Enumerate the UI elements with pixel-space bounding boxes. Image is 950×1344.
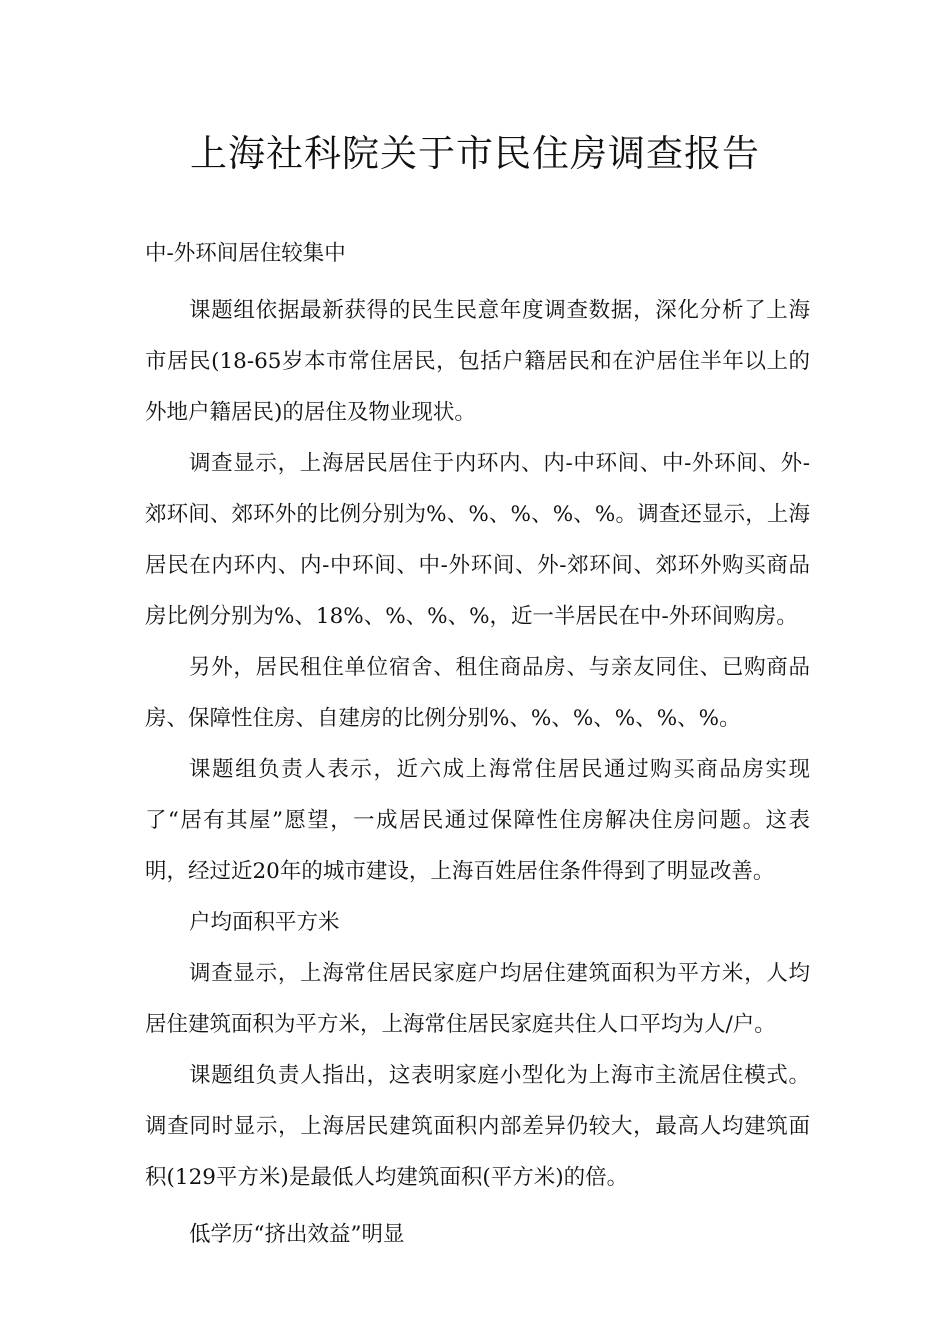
paragraph-area-stats: 调查显示，上海常住居民家庭户均居住建筑面积为平方米，人均居住建筑面积为平方米，上海常住居民家庭共住人口平均为人/户。 <box>145 961 810 1037</box>
section-heading-education: 低学历“挤出效益”明显 <box>189 1222 405 1247</box>
paragraph-area-differences: 课题组负责人指出，这表明家庭小型化为上海市主流居住模式。调查同时显示，上海居民建筑面积内部差异仍较大，最高人均建筑面积(129平方米)是最低人均建筑面积(平方米)的倍。 <box>145 1063 810 1190</box>
paragraph-conclusion: 课题组负责人表示，近六成上海常住居民通过购买商品房实现了“居有其屋”愿望，一成居民通过保障性住房解决住房问题。这表明，经过近20年的城市建设，上海百姓居住条件得到了明显改善。 <box>145 757 810 884</box>
paragraph-residence-ratios: 调查显示，上海居民居住于内环内、内-中环间、中-外环间、外-郊环间、郊环外的比例分别为%、%、%、%、%。调查还显示，上海居民在内环内、内-中环间、中-外环间、外-郊环间、郊环外购买商品房比例分别为%、18%、%、%、%，近一半居民在中-外环间购房。 <box>145 451 810 629</box>
document-title: 上海社科院关于市民住房调查报告 <box>190 132 760 175</box>
paragraph-housing-types: 另外，居民租住单位宿舍、租住商品房、与亲友同住、已购商品房、保障性住房、自建房的比例分别%、%、%、%、%、%。 <box>145 655 810 731</box>
section-heading-area: 户均面积平方米 <box>189 910 340 935</box>
section-heading-residence: 中-外环间居住较集中 <box>145 241 346 266</box>
paragraph-survey-basis: 课题组依据最新获得的民生民意年度调查数据，深化分析了上海市居民(18-65岁本市常住居民，包括户籍居民和在沪居住半年以上的外地户籍居民)的居住及物业现状。 <box>145 298 810 425</box>
document-body <box>145 228 810 1260</box>
